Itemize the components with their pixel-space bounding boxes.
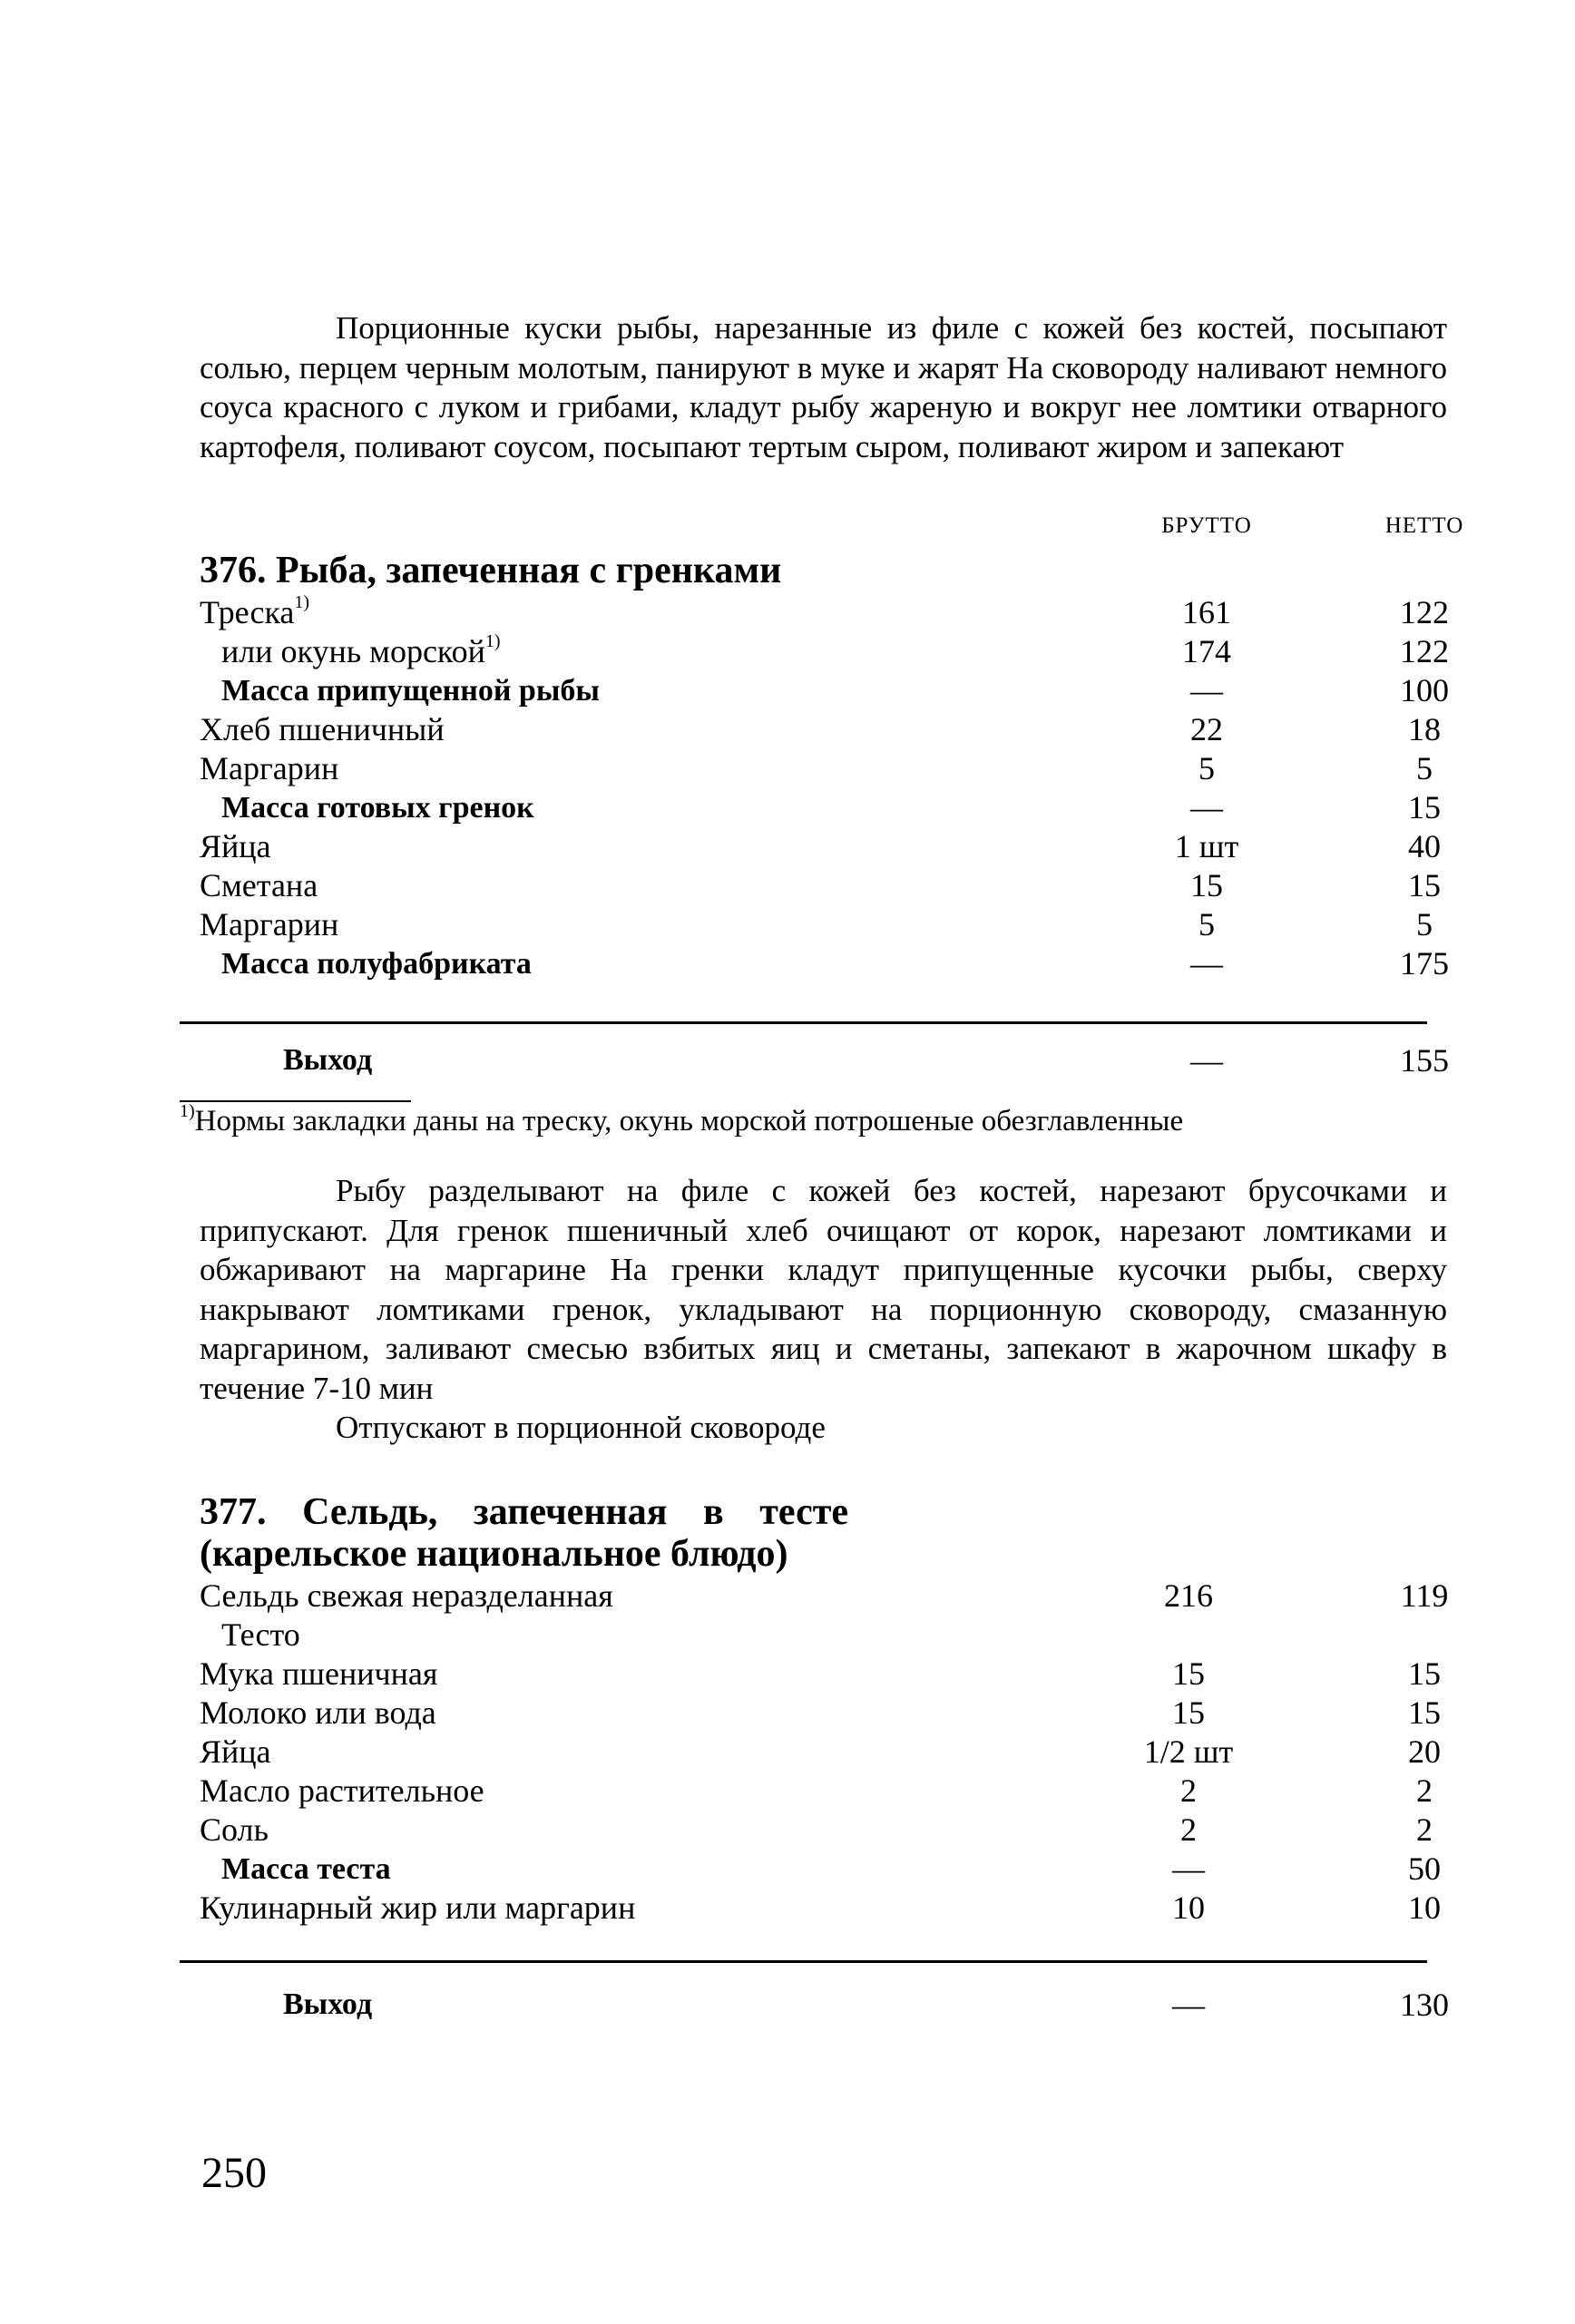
yield-netto: 155 (1400, 1042, 1449, 1079)
netto-value: 5 (1416, 906, 1433, 942)
ingredient-name (200, 710, 445, 749)
ingredient-row (200, 1577, 1447, 1616)
ingredient-name-text: Треска (200, 594, 295, 630)
netto-value: 18 (1408, 711, 1441, 747)
ingredient-row (200, 749, 1447, 788)
ingredient-name-text: Сметана (200, 867, 318, 903)
netto-value: 20 (1408, 1733, 1441, 1770)
intro-paragraph: Порционные куски рыбы, нарезанные из филе с кожей без костей, посыпают солью, перцем черным молотым, панируют в муке и жарят На сковороду наливают немного соуса красного с луком и грибами, кладут рыбу жареную и вокруг нее ломтики отварного картофеля, поливают соусом, посыпают тертым сыром, поливают жиром и запекают (200, 310, 1447, 464)
ingredient-row (200, 1889, 1447, 1928)
recipe-377-ingredients (200, 1577, 1447, 1928)
ingredient-name-text: Масса полуфабриката (221, 947, 532, 981)
ingredient-name (221, 671, 600, 710)
ingredient-row (200, 671, 1447, 710)
netto-value: 100 (1400, 672, 1449, 708)
ingredient-name-text: Масса готовых гренок (221, 791, 534, 825)
ingredient-row (200, 1733, 1447, 1772)
netto-value: 15 (1408, 789, 1441, 825)
ingredient-row (200, 710, 1447, 749)
page-number: 250 (201, 2149, 267, 2197)
book-page (180, 308, 1464, 2032)
ingredient-name-text: Яйца (200, 828, 271, 864)
recipe-376-method: Рыбу разделывают на филе с кожей без костей, нарезают брусочками и припускают. Для гренок пшеничный хлеб очищают от корок, нарезают ломтиками и обжаривают на маргарине На гренки кладут припущенные кусочки рыбы, сверху накрывают ломтиками гренок, укладывают на порционную сковороду, смазанную маргарином, заливают смесью взбитых яиц и сметаны, запекают в жарочном шкафу в течение 7-10 мин (200, 1173, 1447, 1406)
brutto-value: 15 (1172, 1655, 1205, 1692)
ingredient-name-text: или окунь морской (221, 633, 485, 669)
ingredient-row (200, 1772, 1447, 1811)
netto-value: 15 (1408, 867, 1441, 903)
netto-value: 2 (1416, 1772, 1433, 1809)
ingredient-name-text: Молоко или вода (200, 1694, 436, 1731)
ingredient-name-text: Тесто (221, 1616, 300, 1653)
ingredient-name-text: Яйца (200, 1733, 271, 1770)
brutto-value: 10 (1172, 1889, 1205, 1926)
ingredient-name (200, 1889, 635, 1928)
column-header-brutto: БРУТТО (1161, 513, 1252, 538)
brutto-value: 5 (1198, 750, 1215, 786)
recipe-377-subtitle: (карельское национальное блюдо) (200, 1532, 788, 1575)
ingredient-row (200, 632, 1447, 671)
brutto-value: — (1190, 789, 1223, 825)
ingredient-name-text: Соль (200, 1811, 269, 1848)
footnote (180, 1102, 1447, 1140)
ingredient-name (200, 1733, 271, 1772)
brutto-value: 2 (1180, 1811, 1197, 1848)
recipe-377-yield (200, 1977, 1447, 2032)
ingredient-name (221, 1616, 300, 1655)
ingredient-name (200, 1772, 484, 1811)
netto-value: 2 (1416, 1811, 1433, 1848)
ingredient-name (200, 1811, 269, 1850)
ingredient-name (200, 1577, 613, 1616)
recipe-376-yield (200, 1033, 1447, 1088)
ingredient-row (200, 788, 1447, 827)
footnote-ref: 1) (294, 592, 310, 612)
recipe-376-ingredients (200, 593, 1447, 983)
ingredient-name (200, 749, 338, 788)
yield-netto: 130 (1400, 1986, 1449, 2023)
netto-value: 15 (1408, 1694, 1441, 1731)
ingredient-row (200, 1850, 1447, 1889)
ingredient-row (200, 593, 1447, 632)
ingredient-row (200, 944, 1447, 983)
brutto-value: 174 (1182, 633, 1231, 669)
ingredient-name-text: Маргарин (200, 750, 339, 786)
netto-value: 50 (1408, 1850, 1441, 1887)
ingredient-row (200, 866, 1447, 905)
ingredient-name-text: Масло растительное (200, 1772, 484, 1809)
recipe-376-title: 376. Рыба, запеченная с гренками (200, 550, 782, 591)
brutto-value: 15 (1172, 1694, 1205, 1731)
ingredient-name-text: Масса припущенной рыбы (221, 674, 600, 708)
ingredient-row (200, 1655, 1447, 1694)
ingredient-name (221, 944, 532, 983)
netto-value: 15 (1408, 1655, 1441, 1692)
ingredient-row (200, 1811, 1447, 1850)
brutto-value: — (1190, 672, 1223, 708)
recipe-377-title: 377. Сельдь, запеченная в тесте (200, 1490, 848, 1533)
ingredient-name (200, 866, 318, 905)
ingredient-name-text: Кулинарный жир или маргарин (200, 1889, 636, 1926)
brutto-value: 216 (1164, 1577, 1213, 1614)
netto-value: 122 (1400, 594, 1449, 630)
ingredient-row (200, 1694, 1447, 1733)
ingredient-name (221, 632, 501, 671)
brutto-value: — (1190, 945, 1223, 981)
ingredient-name-text: Маргарин (200, 906, 339, 942)
netto-value: 122 (1400, 633, 1449, 669)
netto-value: 10 (1408, 1889, 1441, 1926)
brutto-value: 5 (1198, 906, 1215, 942)
brutto-value: 1/2 шт (1143, 1733, 1234, 1770)
netto-value: 5 (1416, 750, 1433, 786)
column-headers (200, 513, 1464, 550)
ingredient-name-text: Масса теста (221, 1851, 391, 1886)
ingredient-name-text: Сельдь свежая неразделанная (200, 1577, 613, 1614)
footnote-marker: 1) (180, 1101, 195, 1121)
ingredient-name-text: Хлеб пшеничный (200, 711, 445, 747)
brutto-value: 1 шт (1174, 828, 1239, 864)
footnote-text: Нормы закладки даны на треску, окунь морской потрошеные обезглавленные (194, 1105, 1184, 1138)
netto-value: 40 (1408, 828, 1441, 864)
ingredient-name (200, 1694, 436, 1733)
ingredient-row (200, 905, 1447, 944)
ingredient-name (200, 593, 309, 632)
column-header-netto: НЕТТО (1384, 513, 1464, 538)
ingredient-name (200, 905, 338, 944)
ingredient-name (221, 788, 534, 827)
recipe-376-serving: Отпускают в порционной сковороде (336, 1410, 826, 1445)
footnote-ref: 1) (484, 631, 501, 651)
brutto-value: 15 (1190, 867, 1223, 903)
netto-value: 119 (1400, 1577, 1449, 1614)
brutto-value: 22 (1190, 711, 1223, 747)
ingredient-name (200, 1655, 437, 1694)
yield-brutto: — (1190, 1042, 1223, 1079)
yield-label: Выход (283, 1043, 373, 1077)
ingredient-name (221, 1850, 391, 1889)
brutto-value: — (1172, 1850, 1205, 1887)
netto-value: 175 (1400, 945, 1449, 981)
brutto-value: 2 (1180, 1772, 1197, 1809)
brutto-value: 161 (1182, 594, 1231, 630)
ingredient-row (200, 827, 1447, 866)
ingredient-name (200, 827, 271, 866)
yield-label: Выход (283, 1987, 373, 2021)
ingredient-name-text: Мука пшеничная (200, 1655, 438, 1692)
ingredient-row (200, 1616, 1447, 1655)
yield-brutto: — (1172, 1986, 1205, 2023)
